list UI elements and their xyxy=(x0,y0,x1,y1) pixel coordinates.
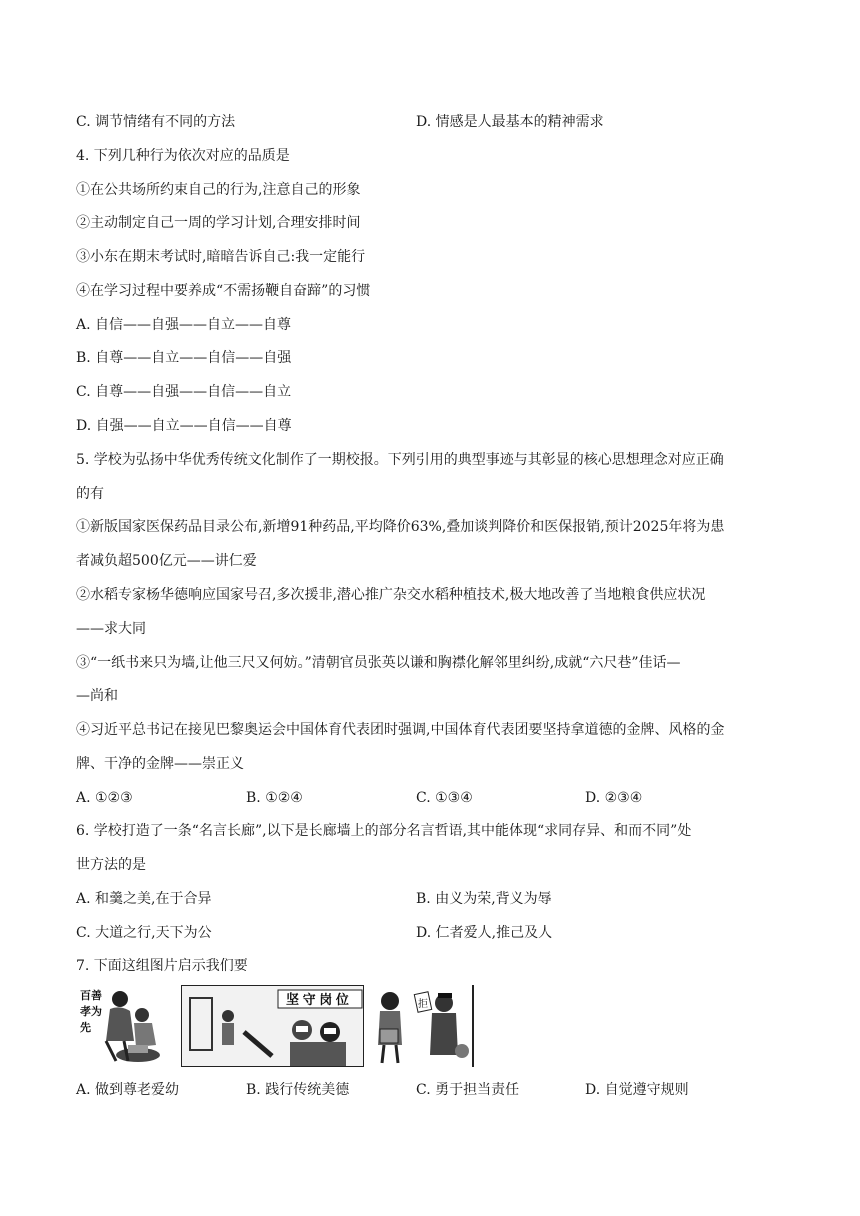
q5-option-d: D. ②③④ xyxy=(585,790,643,806)
q3-option-d: D. 情感是人最基本的精神需求 xyxy=(416,114,604,130)
q5-item-1-line-1: ①新版国家医保药品目录公布,新增91种药品,平均降价63%,叠加谈判降价和医保报销,预计2025年将为患 xyxy=(76,519,725,535)
q4-item-1: ①在公共场所约束自己的行为,注意自己的形象 xyxy=(76,182,361,198)
q4-stem: 4. 下列几种行为依次对应的品质是 xyxy=(76,148,290,164)
q5-option-b: B. ①②④ xyxy=(246,790,303,806)
q7-stem: 7. 下面这组图片启示我们要 xyxy=(76,958,248,974)
q7-option-d: D. 自觉遵守规则 xyxy=(585,1082,689,1098)
q5-item-3-line-1: ③“一纸书来只为墙,让他三尺又何妨。”清朝官员张英以谦和胸襟化解邻里纠纷,成就“六尺巷”佳话— xyxy=(76,655,681,671)
q6-option-c: C. 大道之行,天下为公 xyxy=(76,925,212,941)
q4-option-d: D. 自强——自立——自信——自尊 xyxy=(76,418,292,434)
refuse-bribe-cartoon xyxy=(368,985,474,1067)
q7-option-b: B. 践行传统美德 xyxy=(246,1082,350,1098)
q6-stem-line-2: 世方法的是 xyxy=(76,857,146,873)
panel1-char-3: 先 xyxy=(80,1022,91,1034)
panel1-char-2: 孝为 xyxy=(80,1006,102,1018)
q6-option-b: B. 由义为荣,背义为辱 xyxy=(416,891,552,907)
panel2-banner-text: 坚 守 岗 位 xyxy=(286,992,349,1007)
q5-item-2-line-2: ——求大同 xyxy=(76,621,146,637)
q5-item-4-line-1: ④习近平总书记在接见巴黎奥运会中国体育代表团时强调,中国体育代表团要坚持拿道德的金牌、风格的金 xyxy=(76,722,725,738)
q7-option-c: C. 勇于担当责任 xyxy=(416,1082,520,1098)
q5-item-3-line-2: —尚和 xyxy=(76,688,118,704)
panel3-sign-text: 拒 xyxy=(418,999,428,1010)
q5-item-2-line-1: ②水稻专家杨华德响应国家号召,多次援非,潜心推广杂交水稻种植技术,极大地改善了当地粮食供应状况 xyxy=(76,587,706,603)
q3-option-c: C. 调节情绪有不同的方法 xyxy=(76,114,236,130)
q6-option-d: D. 仁者爱人,推己及人 xyxy=(416,925,553,941)
q7-picture-group xyxy=(76,985,476,1067)
q6-option-a: A. 和羹之美,在于合异 xyxy=(76,891,212,907)
q6-stem-line-1: 6. 学校打造了一条“名言长廊”,以下是长廊墙上的部分名言哲语,其中能体现“求同存异、和而不同”处 xyxy=(76,823,692,839)
q4-item-2: ②主动制定自己一周的学习计划,合理安排时间 xyxy=(76,215,361,231)
q5-stem-line-2: 的有 xyxy=(76,486,104,502)
q4-option-b: B. 自尊——自立——自信——自强 xyxy=(76,350,292,366)
q5-option-a: A. ①②③ xyxy=(76,790,133,806)
q4-item-4: ④在学习过程中要养成“不需扬鞭自奋蹄”的习惯 xyxy=(76,283,371,299)
q5-item-4-line-2: 牌、干净的金牌——崇正义 xyxy=(76,756,244,772)
stand-by-post-cartoon xyxy=(181,985,364,1067)
q5-item-1-line-2: 者减负超500亿元——讲仁爱 xyxy=(76,553,257,569)
filial-piety-cartoon xyxy=(76,985,176,1067)
q4-item-3: ③小东在期末考试时,暗暗告诉自己:我一定能行 xyxy=(76,249,366,265)
q5-option-c: C. ①③④ xyxy=(416,790,473,806)
q7-option-a: A. 做到尊老爱幼 xyxy=(76,1082,180,1098)
q5-stem-line-1: 5. 学校为弘扬中华优秀传统文化制作了一期校报。下列引用的典型事迹与其彰显的核心思想理念对应正确 xyxy=(76,452,724,468)
panel1-char-1: 百善 xyxy=(80,990,102,1002)
q4-option-c: C. 自尊——自强——自信——自立 xyxy=(76,384,292,400)
q4-option-a: A. 自信——自强——自立——自尊 xyxy=(76,317,292,333)
